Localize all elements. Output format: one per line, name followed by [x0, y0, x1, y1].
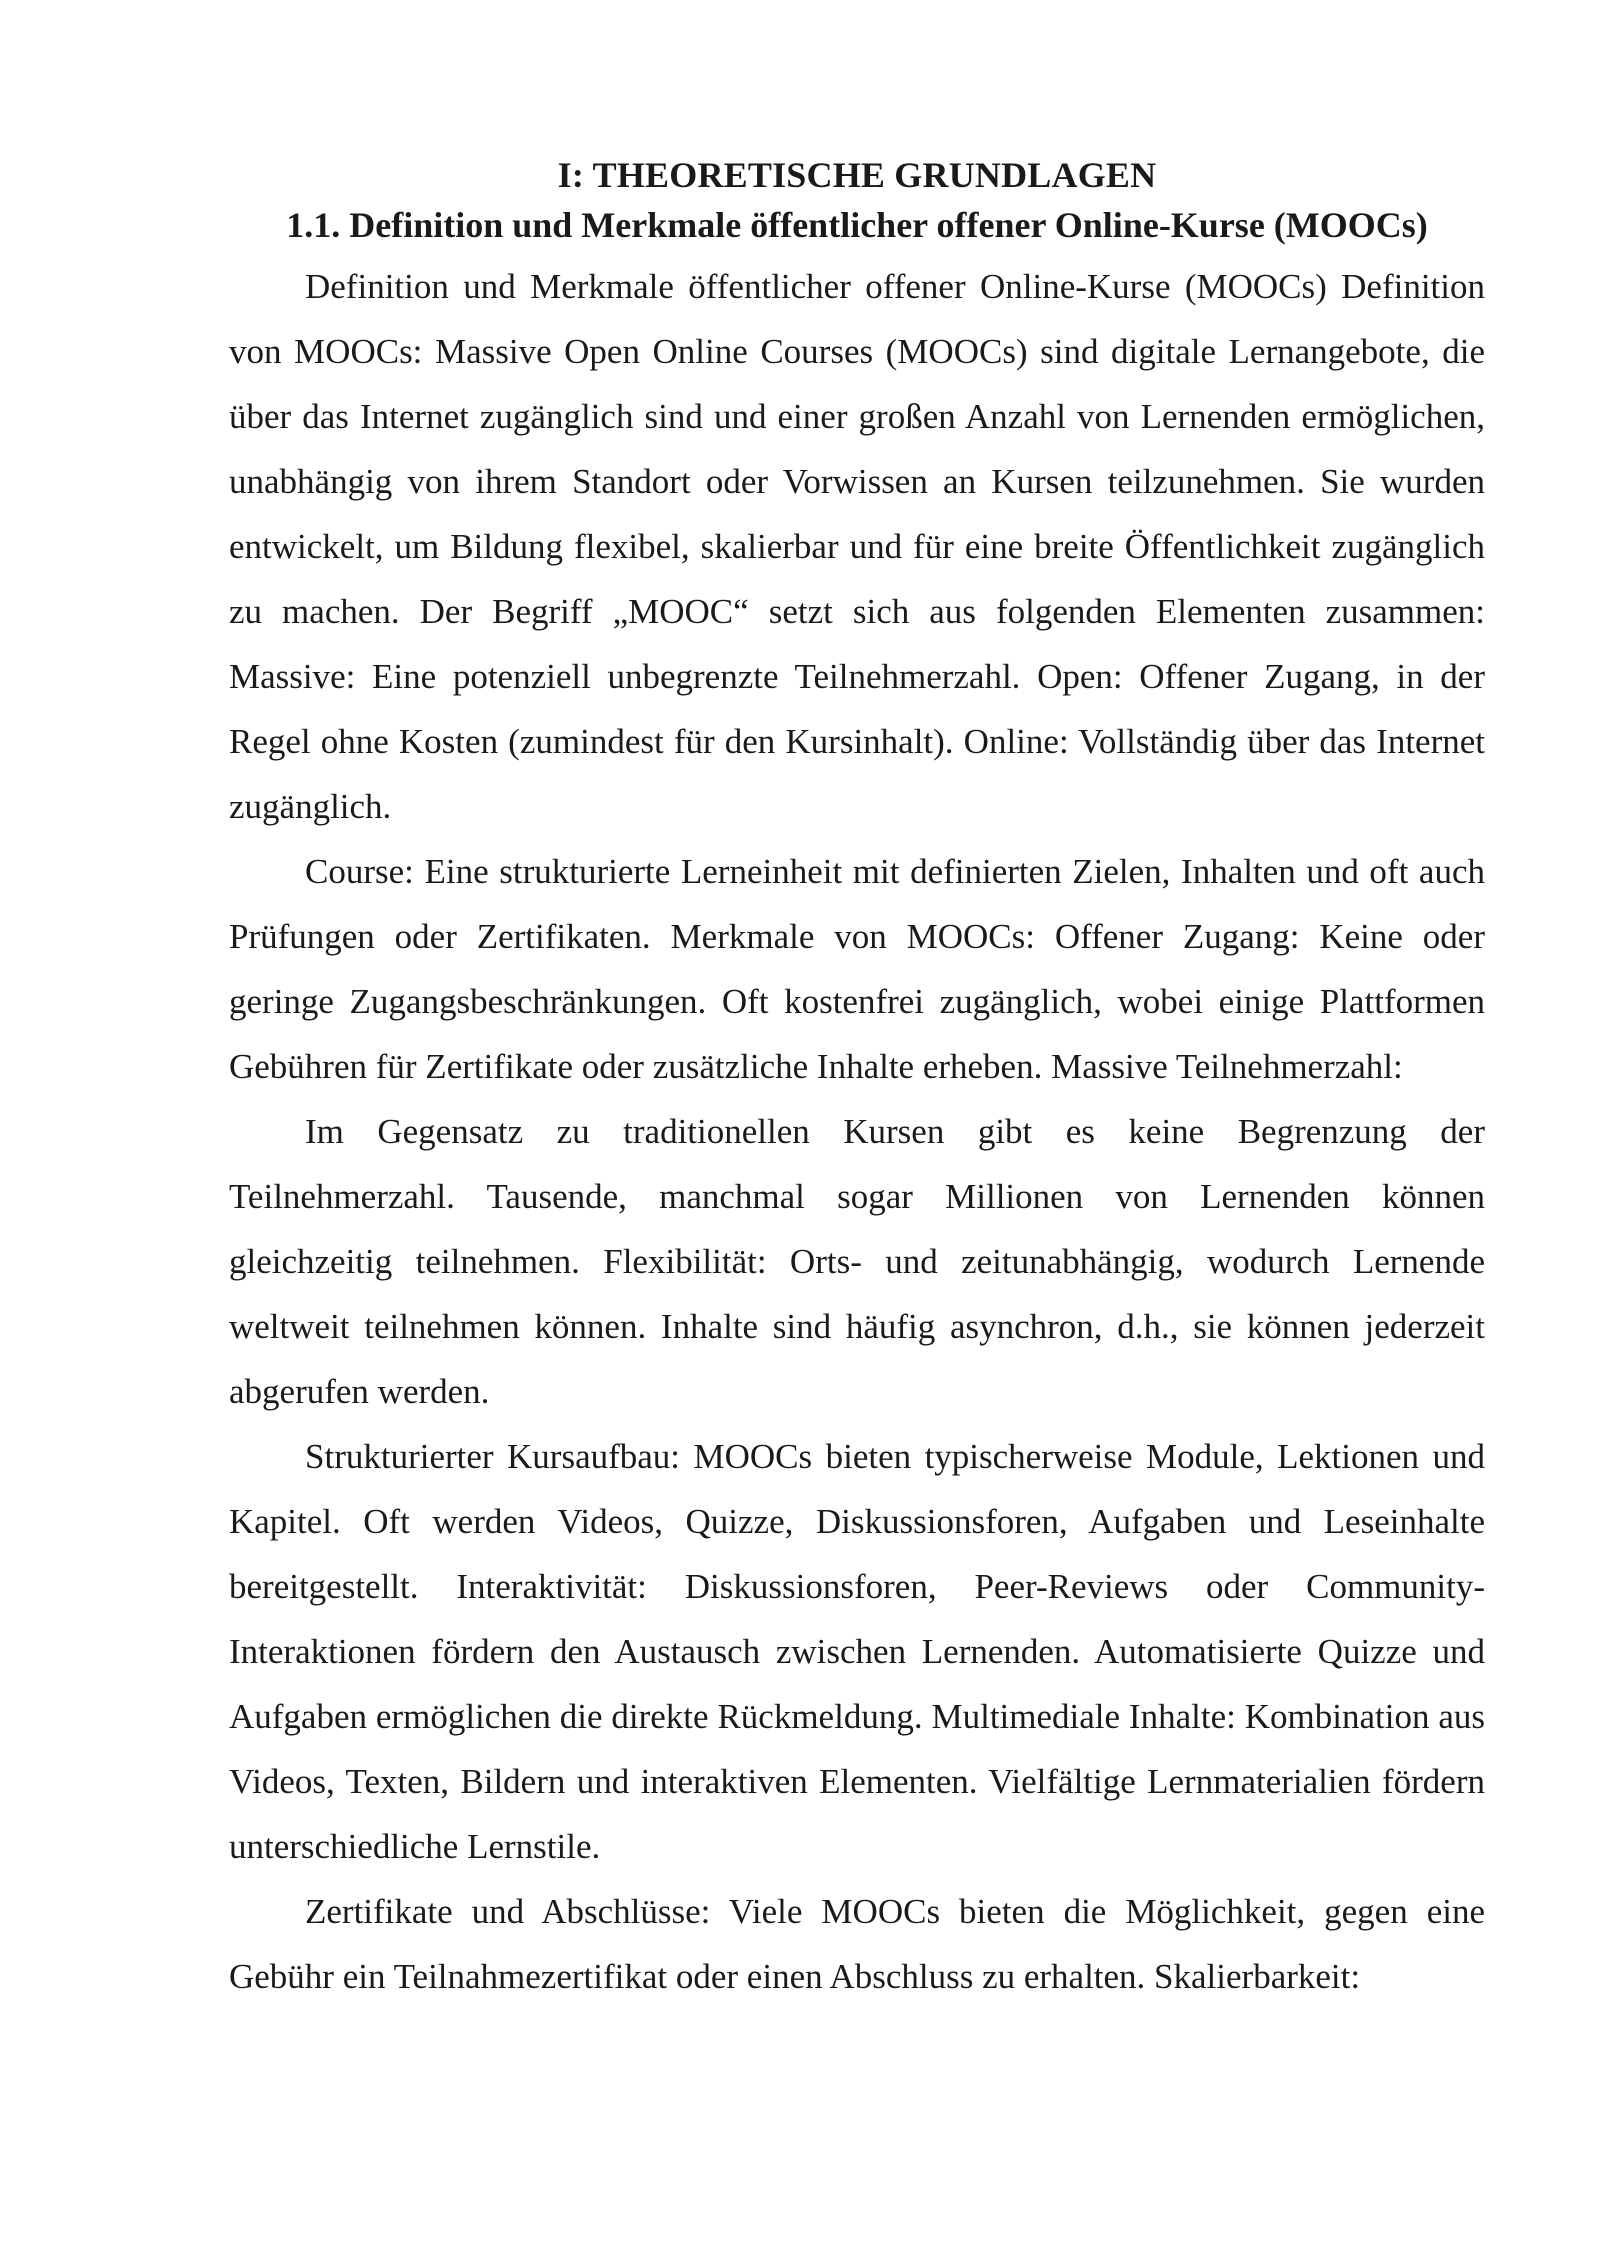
page-content [229, 150, 1485, 2009]
chapter-title: I: THEORETISCHE GRUNDLAGEN [557, 155, 1157, 195]
section-title: 1.1. Definition und Merkmale öffentlicher offener Online-Kurse (MOOCs) [286, 205, 1428, 245]
body-paragraph: Strukturierter Kursaufbau: MOOCs bieten typischerweise Module, Lektionen und Kapitel. Oft werden Videos, Quizze, Diskussionsforen, Aufgaben und Leseinhalte bereitgestellt. Interaktivität: Diskussionsforen, Peer-Reviews oder Community-Interaktionen fördern den Austausch zwischen Lernenden. Automatisierte Quizze und Aufgaben ermöglichen die direkte Rückmeldung. Multimediale Inhalte: Kombination aus Videos, Texten, Bildern und interaktiven Elementen. Vielfältige Lernmaterialien fördern unterschiedliche Lernstile. [229, 1437, 1485, 1866]
body-paragraph: Zertifikate und Abschlüsse: Viele MOOCs bieten die Möglichkeit, gegen eine Gebühr ein Teilnahmezertifikat oder einen Abschluss zu erhalten. Skalierbarkeit: [229, 1892, 1485, 1996]
body-paragraph: Definition und Merkmale öffentlicher offener Online-Kurse (MOOCs) Definition von MOOCs: Massive Open Online Courses (MOOCs) sind digitale Lernangebote, die über das Internet zugänglich sind und einer großen Anzahl von Lernenden ermöglichen, unabhängig von ihrem Standort oder Vorwissen an Kursen teilzunehmen. Sie wurden entwickelt, um Bildung flexibel, skalierbar und für eine breite Öffentlichkeit zugänglich zu machen. Der Begriff „MOOC“ setzt sich aus folgenden Elementen zusammen: Massive: Eine potenziell unbegrenzte Teilnehmerzahl. Open: Offener Zugang, in der Regel ohne Kosten (zumindest für den Kursinhalt). Online: Vollständig über das Internet zugänglich. [229, 267, 1485, 826]
body-paragraph: Course: Eine strukturierte Lerneinheit mit definierten Zielen, Inhalten und oft auch Prüfungen oder Zertifikaten. Merkmale von MOOCs: Offener Zugang: Keine oder geringe Zugangsbeschränkungen. Oft kostenfrei zugänglich, wobei einige Plattformen Gebühren für Zertifikate oder zusätzliche Inhalte erheben. Massive Teilnehmerzahl: [229, 852, 1485, 1086]
body-paragraph: Im Gegensatz zu traditionellen Kursen gibt es keine Begrenzung der Teilnehmerzahl. Tausende, manchmal sogar Millionen von Lernenden können gleichzeitig teilnehmen. Flexibilität: Orts- und zeitunabhängig, wodurch Lernende weltweit teilnehmen können. Inhalte sind häufig asynchron, d.h., sie können jederzeit abgerufen werden. [229, 1112, 1485, 1411]
